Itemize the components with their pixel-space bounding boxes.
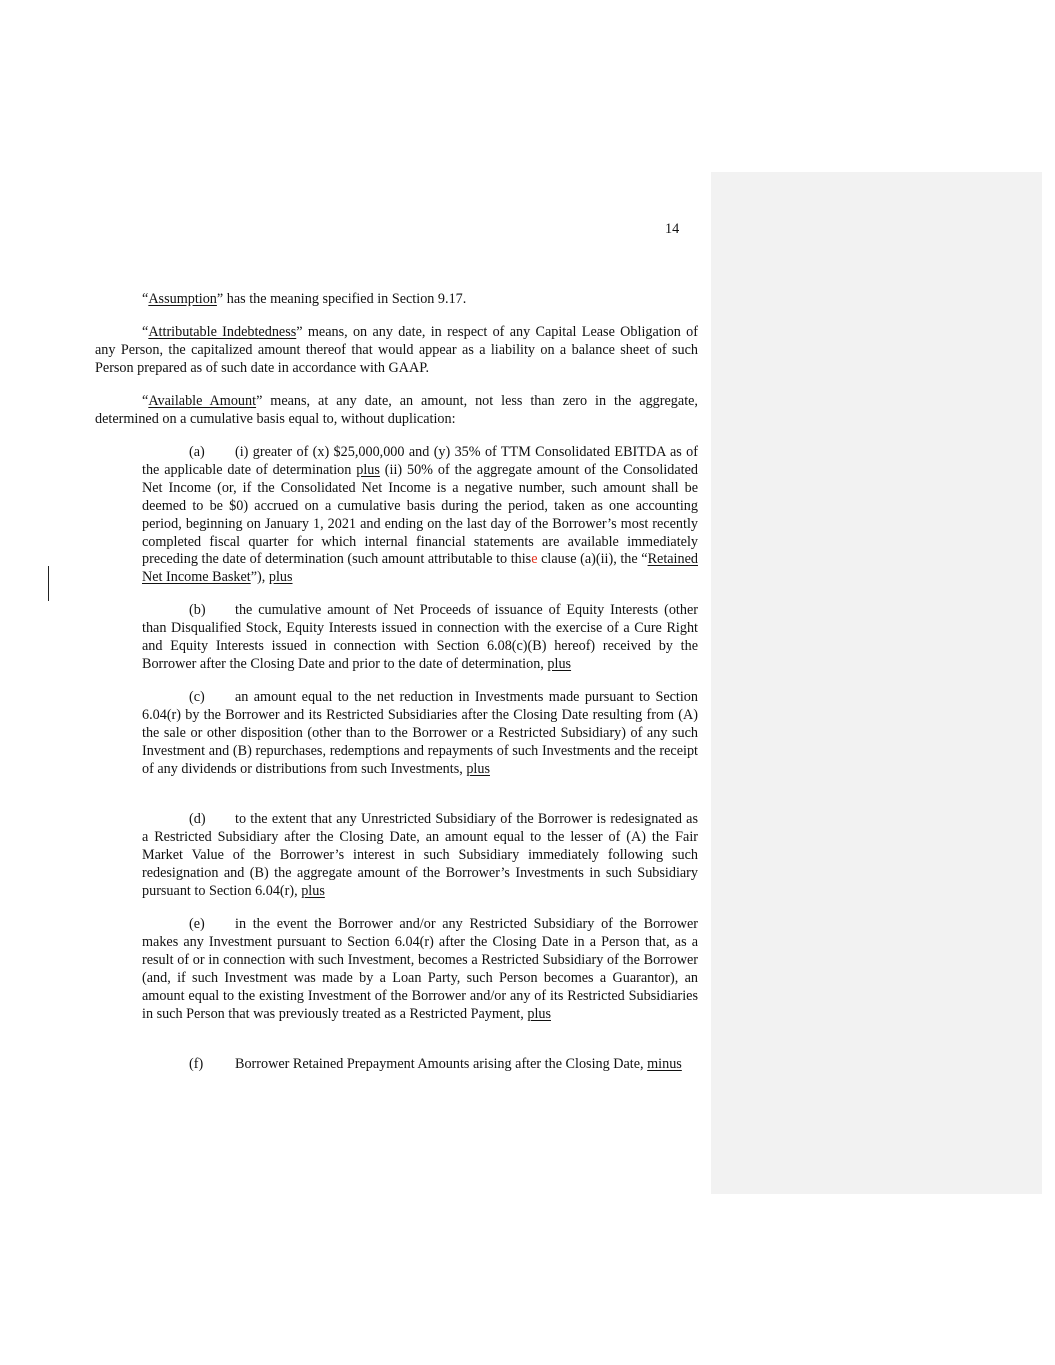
clause-label: (b)	[189, 602, 206, 618]
defined-term: Attributable Indebtedness	[148, 324, 297, 340]
page-number: 14	[665, 221, 680, 237]
plus-term: plus	[547, 655, 572, 672]
clause-d: (d) to the extent that any Unrestricted Subsidiary of the Borrower is redesignated as a Restricted Subsidiary after the Closing Date, an amount equal to the lesser of (A) the Fair Market Value of the Borrower’s interest in such Subsidiary immediately following such redesignation and (B) the aggregate amount of the Borrower’s Investments in such Subsidiary pursuant to Section 6.04(r), plus	[142, 811, 698, 899]
clause-f: (f) Borrower Retained Prepayment Amounts arising after the Closing Date, minus	[189, 1056, 682, 1072]
clause-label: (c)	[189, 689, 205, 705]
comment-pane	[711, 172, 1042, 1194]
definition-assumption: “Assumption” has the meaning specified in Section 9.17.	[142, 291, 467, 307]
defined-term: Assumption	[148, 291, 217, 307]
minus-term: minus	[647, 1056, 682, 1072]
definition-available-amount: “Available Amount” means, at any date, an amount, not less than zero in the aggregate, determined on a cumulative basis equal to, without duplication:	[95, 393, 698, 427]
definition-attributable-indebtedness: “Attributable Indebtedness” means, on any date, in respect of any Capital Lease Obligation of any Person, the capitalized amount thereof that would appear as a liability on a balance sheet of such Person prepared as of such date in accordance with GAAP.	[95, 324, 698, 376]
clause-label: (d)	[189, 811, 206, 827]
plus-term: plus	[466, 760, 490, 777]
clause-e: (e) in the event the Borrower and/or any Restricted Subsidiary of the Borrower makes any Investment pursuant to Section 6.04(r) after the Closing Date in a Person that, as a result of or in connection with such Investment, becomes a Restricted Subsidiary of the Borrower (and, if such Investment was made by a Loan Party, such Person becomes a Guarantor), an amount equal to the existing Investment of the Borrower and/or any of its Restricted Subsidiaries in such Person that was previously treated as a Restricted Payment, plus	[142, 916, 698, 1022]
plus-term: plus	[301, 882, 325, 899]
clause-label: (a)	[189, 444, 205, 460]
clause-a: (a) (i) greater of (x) $25,000,000 and (y) 35% of TTM Consolidated EBITDA as of the applicable date of determination plus (ii) 50% of the aggregate amount of the Consolidated Net Income (or, if the Consolidated Net Income is a negative number, such amount shall be deemed to be $0) accrued on a cumulative basis during the period, taken as one accounting period, beginning on January 1, 2021 and ending on the last day of the Borrower’s most recently completed fiscal quarter for which internal financial statements are available immediately preceding the date of determination (such amount attributable to thise clause (a)(ii), the “Retained Net Income Basket”), plus	[142, 444, 698, 586]
clause-c: (c) an amount equal to the net reduction in Investments made pursuant to Section 6.04(r) by the Borrower and its Restricted Subsidiaries after the Closing Date resulting from (A) the sale or other disposition (other than to the Borrower or a Restricted Subsidiary) of any such Investment and (B) repurchases, redemptions and repayments of such Investments and the receipt of any dividends or distributions from such Investments, plus	[142, 689, 698, 777]
defined-term: Available Amount	[148, 393, 257, 409]
change-bar	[48, 566, 49, 601]
clause-b: (b) the cumulative amount of Net Proceeds of issuance of Equity Interests (other than Disqualified Stock, Equity Interests issued in connection with the exercise of a Cure Right and Equity Interests issued in connection with Section 6.08(c)(B) hereof) received by the Borrower after the Closing Date and prior to the date of determination, plus	[142, 602, 698, 672]
clause-label: (f)	[189, 1056, 204, 1072]
tracked-insertion: e	[531, 551, 538, 568]
plus-term: plus	[268, 569, 293, 586]
plus-term: plus	[527, 1005, 551, 1022]
plus-term: plus	[356, 461, 380, 478]
defined-term: Retained Net Income Basket	[142, 551, 698, 586]
clause-label: (e)	[189, 916, 205, 932]
